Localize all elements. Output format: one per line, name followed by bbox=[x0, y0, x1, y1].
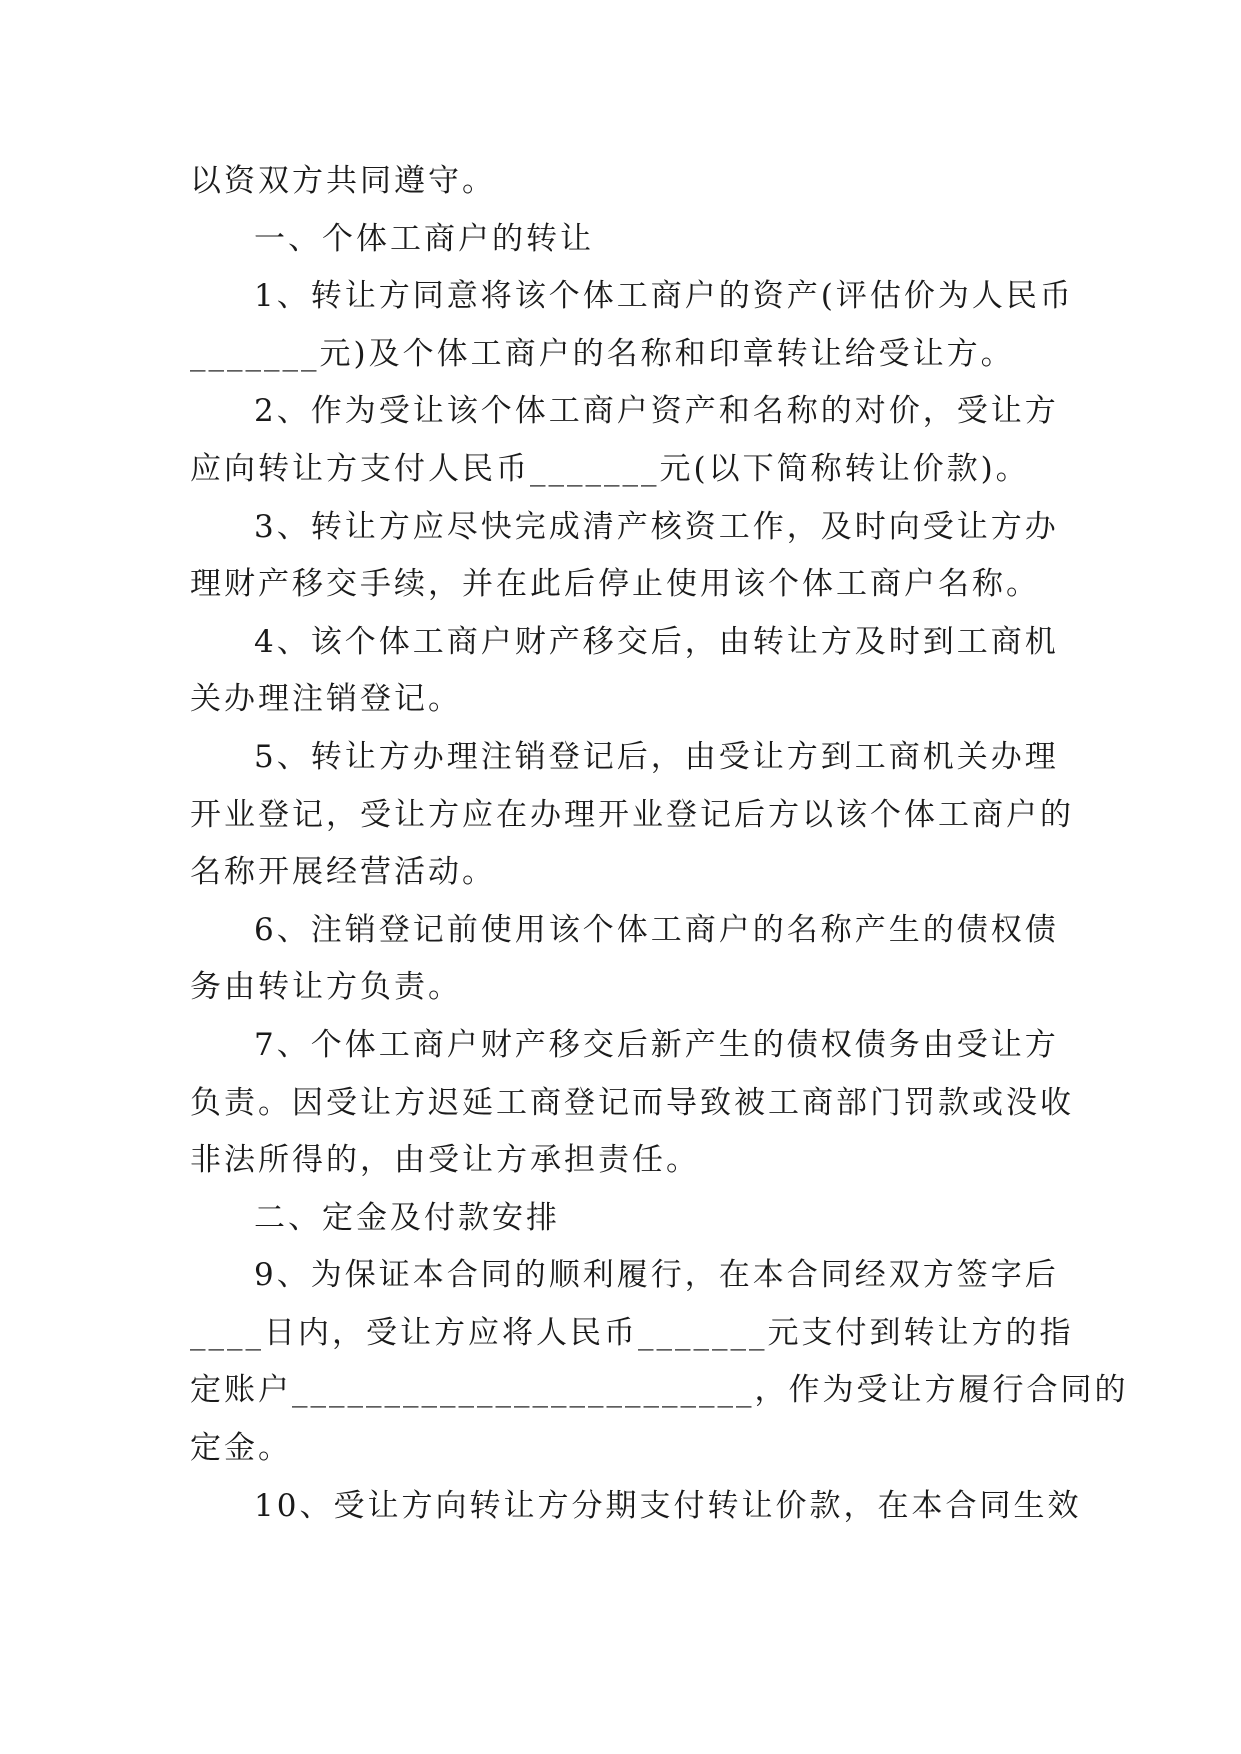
text-line: 6、注销登记前使用该个体工商户的名称产生的债权债 bbox=[254, 911, 1059, 948]
text-line: 定账户_________________________，作为受让方履行合同的 bbox=[190, 1372, 1129, 1409]
section-heading: 一、个体工商户的转让 bbox=[254, 220, 594, 257]
text-line: 10、受让方向转让方分期支付转让价款，在本合同生效 bbox=[254, 1487, 1082, 1524]
text-line: 务由转让方负责。 bbox=[190, 969, 462, 1006]
text-line: 非法所得的，由受让方承担责任。 bbox=[190, 1142, 700, 1179]
text-line: 负责。因受让方迟延工商登记而导致被工商部门罚款或没收 bbox=[190, 1084, 1074, 1121]
text-line: 5、转让方办理注销登记后，由受让方到工商机关办理 bbox=[254, 738, 1059, 775]
text-line: 应向转让方支付人民币_______元(以下简称转让价款)。 bbox=[190, 450, 1030, 487]
text-line: 以资双方共同遵守。 bbox=[190, 163, 496, 199]
text-line: 名称开展经营活动。 bbox=[190, 854, 496, 891]
text-line: ____日内，受让方应将人民币_______元支付到转让方的指 bbox=[190, 1314, 1074, 1351]
text-line: 开业登记，受让方应在办理开业登记后方以该个体工商户的 bbox=[190, 796, 1074, 833]
document-body bbox=[190, 153, 1129, 1535]
text-line: _______元)及个体工商户的名称和印章转让给受让方。 bbox=[190, 335, 1015, 372]
text-line: 关办理注销登记。 bbox=[190, 681, 462, 718]
text-line: 理财产移交手续，并在此后停止使用该个体工商户名称。 bbox=[190, 566, 1040, 603]
text-line: 7、个体工商户财产移交后新产生的债权债务由受让方 bbox=[254, 1026, 1059, 1063]
text-line: 1、转让方同意将该个体工商户的资产(评估价为人民币 bbox=[254, 278, 1074, 315]
text-line: 4、该个体工商户财产移交后，由转让方及时到工商机 bbox=[254, 623, 1059, 660]
text-line: 9、为保证本合同的顺利履行，在本合同经双方签字后 bbox=[254, 1257, 1059, 1294]
section-heading: 二、定金及付款安排 bbox=[254, 1199, 560, 1236]
text-line: 2、作为受让该个体工商户资产和名称的对价，受让方 bbox=[254, 393, 1059, 430]
text-line: 3、转让方应尽快完成清产核资工作，及时向受让方办 bbox=[254, 508, 1059, 545]
text-line: 定金。 bbox=[190, 1430, 292, 1467]
